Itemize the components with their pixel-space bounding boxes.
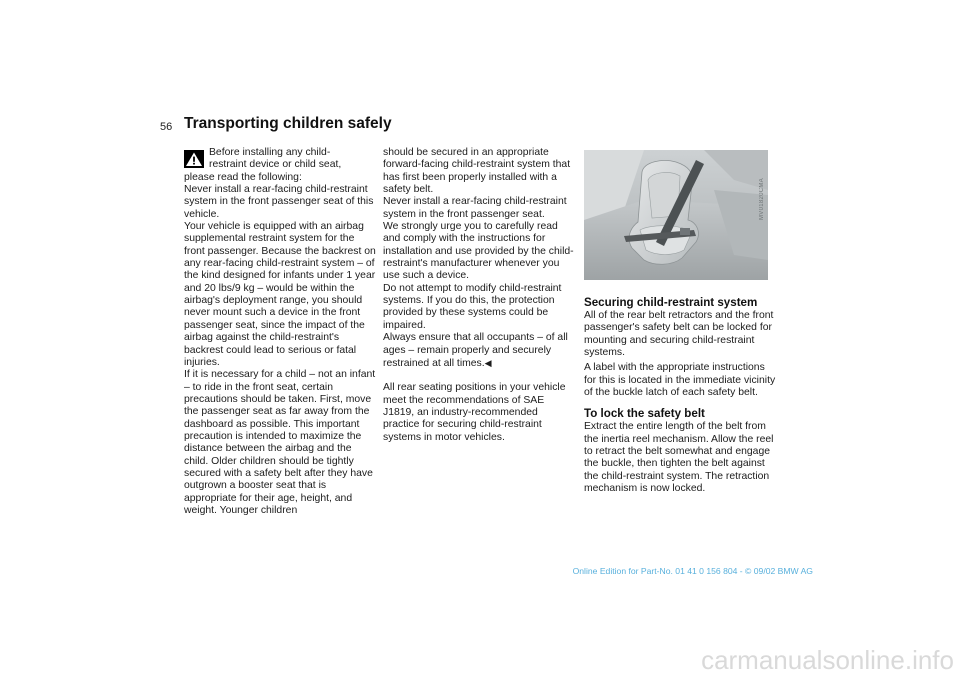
end-of-warning-icon: ◀ — [484, 357, 492, 368]
paragraph: If it is necessary for a child – not an infant – to ride in the front seat, certain precautions should be taken. First, move the passenger seat as far away from the dashboard as possible. This important precaution is intended to maximize the distance between the airbag and the child. Older children should be tightly secured with a safety belt after they have outgrown a booster seat that is appropriate for their age, height, and weight. Younger children — [184, 369, 376, 516]
figure-code: MV01820CMA — [759, 178, 765, 221]
warning-intro: please read the following: — [184, 171, 302, 183]
column-2 — [383, 147, 577, 444]
spacer — [383, 370, 577, 382]
child-seat-illustration — [584, 150, 768, 280]
section-heading-securing: Securing child-restraint system — [584, 296, 758, 309]
paragraph: All of the rear belt retractors and the front passenger's safety belt can be locked for mounting and securing child-restraint systems. — [584, 310, 774, 359]
warning-line-2: restraint device or child seat, — [209, 159, 342, 171]
watermark: carmanualsonline.info — [701, 645, 954, 675]
warning-triangle-icon — [184, 150, 204, 168]
paragraph: should be secured in an appropriate forward-facing child-restraint system that has first been properly installed with a safety belt. — [383, 147, 571, 196]
paragraph: Extract the entire length of the belt from the inertia reel mechanism. Allow the reel to retract the belt somewhat and engage the buckle, then tighten the belt against the child-restraint system. The retraction mechanism is now locked. — [584, 421, 774, 495]
paragraph: We strongly urge you to carefully read and comply with the instructions for installation and use provided by the child-restraint's manufacturer whenever you use such a device. — [383, 221, 574, 282]
warning-block — [184, 147, 376, 184]
column-3 — [584, 296, 776, 495]
paragraph-text: Always ensure that all occupants – of all ages – remain properly and securely restrained at all times. — [383, 332, 568, 369]
column-1 — [184, 147, 376, 517]
paragraph: Do not attempt to modify child-restraint systems. If you do this, the protection provided by these systems could be impaired. — [383, 282, 562, 331]
paragraph: A label with the appropriate instructions for this is located in the immediate vicinity of the buckle latch of each safety belt. — [584, 362, 776, 399]
paragraph: Never install a rear-facing child-restraint system in the front passenger seat of this vehicle. — [184, 184, 374, 220]
page-title: Transporting children safely — [184, 115, 392, 132]
warning-line-1: Before installing any child- — [209, 147, 331, 158]
paragraph: Your vehicle is equipped with an airbag supplemental restraint system for the front passenger. Because the backrest on any rear-facing child-restraint system – of the kind designed for infants under 1 year and 20 lbs/9 kg – would be within the airbag's deployment range, you should never mount such a device in the front passenger seat, since the impact of the airbag against the child-restraint's backrest could lead to serious or fatal injuries. — [184, 221, 376, 368]
footer-edition-link[interactable]: Online Edition for Part-No. 01 41 0 156 804 - © 09/02 BMW AG — [572, 566, 813, 576]
child-seat-drawing — [584, 150, 768, 280]
section-heading-lock-belt: To lock the safety belt — [584, 407, 705, 421]
paragraph: Never install a rear-facing child-restraint system in the front passenger seat. — [383, 196, 567, 220]
paragraph — [383, 332, 577, 370]
page-number: 56 — [160, 121, 173, 133]
paragraph: All rear seating positions in your vehicle meet the recommendations of SAE J1819, an industry-recommended practice for securing child-restraint systems in motor vehicles. — [383, 382, 566, 443]
